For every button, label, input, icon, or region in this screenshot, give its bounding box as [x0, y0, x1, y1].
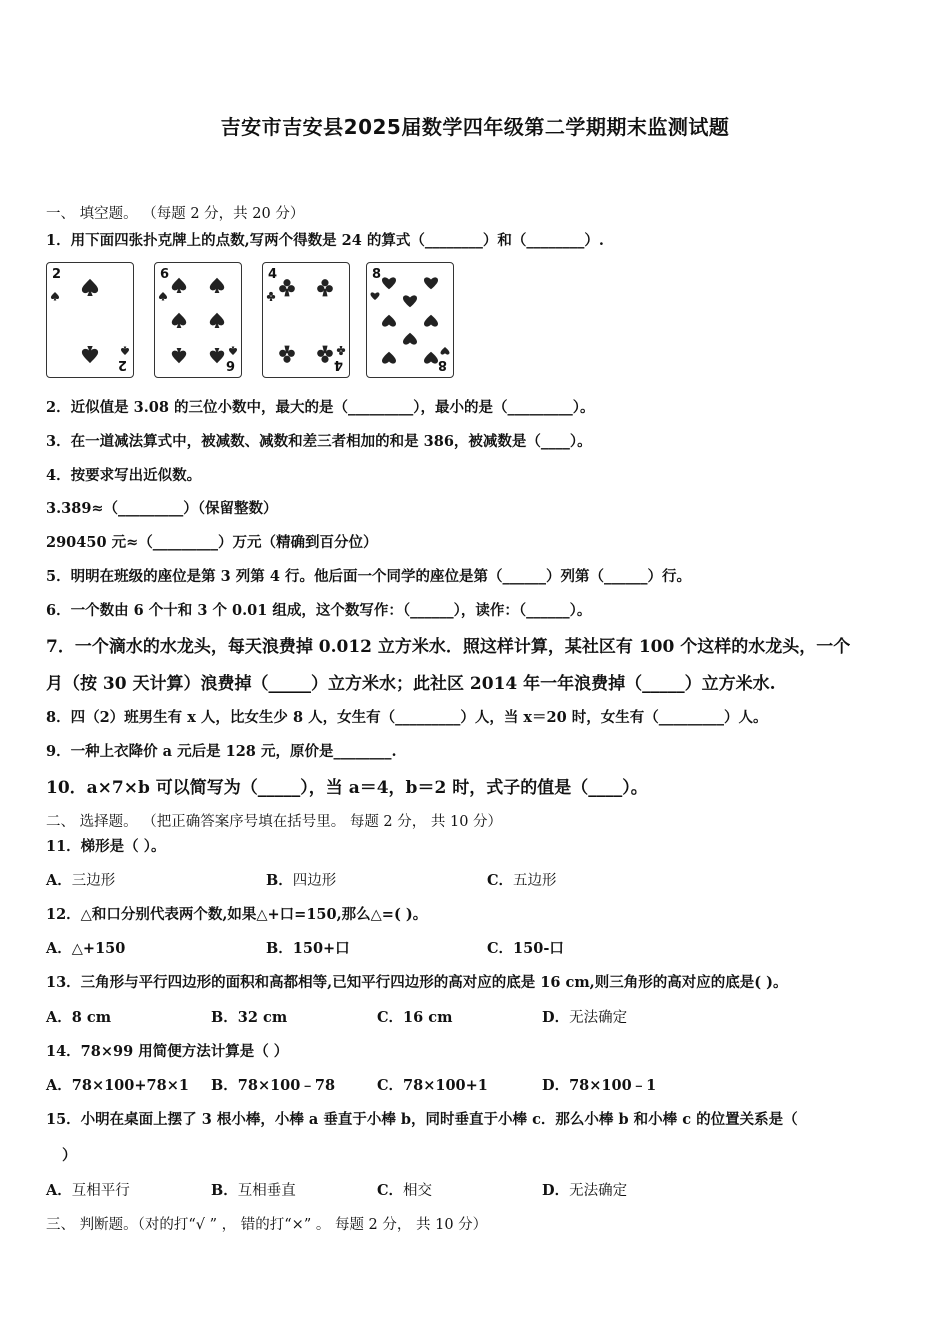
option-14-b: B．78×100﹣78	[211, 1077, 336, 1094]
question-9: 9．一种上衣降价 a 元后是 128 元，原价是________.	[46, 743, 397, 760]
question-2: 2．近似值是 3.08 的三位小数中，最大的是（_________），最小的是（_________）。	[46, 399, 595, 416]
option-13-a: A．8 cm	[46, 1009, 112, 1026]
question-7-line-2: 月（按 30 天计算）浪费掉（_____）立方米水；此社区 2014 年一年浪费掉（_____）立方米水.	[46, 674, 776, 694]
question-6: 6．一个数由 6 个十和 3 个 0.01 组成，这个数写作：（______），读作：（______）。	[46, 602, 592, 619]
question-11: 11．梯形是（ ）。	[46, 838, 166, 855]
question-15-line-1: 15．小明在桌面上摆了 3 根小棒，小棒 a 垂直于小棒 b，同时垂直于小棒 c．那么小棒 b 和小棒 c 的位置关系是（	[46, 1111, 798, 1128]
playing-card-8-hearts	[366, 262, 454, 378]
option-11-c: C．五边形	[487, 872, 557, 889]
question-7-line-1: 7．一个滴水的水龙头，每天浪费掉 0.012 立方米水．照这样计算，某社区有 100 个这样的水龙头，一个	[46, 637, 851, 657]
card-rank-label-inverted: 6	[225, 357, 235, 372]
option-13-b: B．32 cm	[211, 1009, 288, 1026]
question-8: 8．四（2）班男生有 x 人，比女生少 8 人，女生有（_________）人，当 x＝20 时，女生有（_________）人。	[46, 709, 768, 726]
option-14-a: A．78×100+78×1	[46, 1077, 189, 1094]
question-4-part-b: 290450 元≈（_________）万元（精确到百分位）	[46, 534, 378, 551]
club-icon	[263, 263, 349, 377]
question-1: 1．用下面四张扑克牌上的点数,写两个得数是 24 的算式（________）和（________）.	[46, 232, 604, 249]
spade-icon	[155, 263, 241, 377]
question-13: 13．三角形与平行四边形的面积和高都相等,已知平行四边形的高对应的底是 16 cm,则三角形的高对应的底是( )。	[46, 974, 788, 991]
option-12-a: A．△+150	[46, 940, 126, 957]
card-rank-label-inverted: 4	[333, 357, 343, 372]
playing-cards-figure	[46, 262, 456, 380]
playing-card-6-spades	[154, 262, 242, 378]
question-4: 4．按要求写出近似数。	[46, 467, 202, 484]
option-15-d: D．无法确定	[542, 1182, 628, 1199]
question-15-line-2: ）	[62, 1147, 77, 1164]
spade-icon	[47, 263, 133, 377]
playing-card-2-spades	[46, 262, 134, 378]
card-rank-label: 4	[268, 267, 278, 282]
heart-icon	[367, 263, 453, 377]
page-title: 吉安市吉安县2025届数学四年级第二学期期末监测试题	[220, 115, 730, 139]
question-4-part-a: 3.389≈（_________）（保留整数）	[46, 500, 278, 517]
section-heading-multiple-choice: 二、 选择题。 （把正确答案序号填在括号里。 每题 2 分， 共 10 分）	[46, 814, 503, 830]
question-5: 5．明明在班级的座位是第 3 列第 4 行。他后面一个同学的座位是第（______）列第（______）行。	[46, 568, 691, 585]
option-13-c: C．16 cm	[377, 1009, 453, 1026]
option-15-b: B．互相垂直	[211, 1182, 296, 1199]
card-rank-label: 6	[160, 267, 170, 282]
question-14: 14．78×99 用简便方法计算是（ ）	[46, 1043, 289, 1060]
section-heading-fill-blank: 一、 填空题。 （每题 2 分，共 20 分）	[46, 206, 305, 222]
question-12: 12．△和口分别代表两个数,如果△+口=150,那么△=( )。	[46, 906, 428, 923]
option-11-a: A．三边形	[46, 872, 116, 889]
option-12-b: B．150+口	[266, 940, 350, 957]
option-13-d: D．无法确定	[542, 1009, 628, 1026]
card-rank-label-inverted: 2	[117, 357, 127, 372]
option-11-b: B．四边形	[266, 872, 337, 889]
card-rank-label: 8	[372, 267, 382, 282]
option-15-a: A．互相平行	[46, 1182, 130, 1199]
option-14-d: D．78×100﹣1	[542, 1077, 657, 1094]
question-10: 10．a×7×b 可以简写为（_____），当 a＝4，b＝2 时，式子的值是（____）。	[46, 778, 648, 798]
option-15-c: C．相交	[377, 1182, 433, 1199]
card-rank-label-inverted: 8	[437, 357, 447, 372]
option-12-c: C．150-口	[487, 940, 564, 957]
card-rank-label: 2	[52, 267, 62, 282]
option-14-c: C．78×100+1	[377, 1077, 488, 1094]
question-3: 3．在一道减法算式中，被减数、减数和差三者相加的和是 386，被减数是（____）。	[46, 433, 592, 450]
playing-card-4-clubs	[262, 262, 350, 378]
section-heading-true-false: 三、 判断题。（对的打“√ ” ， 错的打“×” 。 每题 2 分， 共 10 分）	[46, 1217, 488, 1233]
